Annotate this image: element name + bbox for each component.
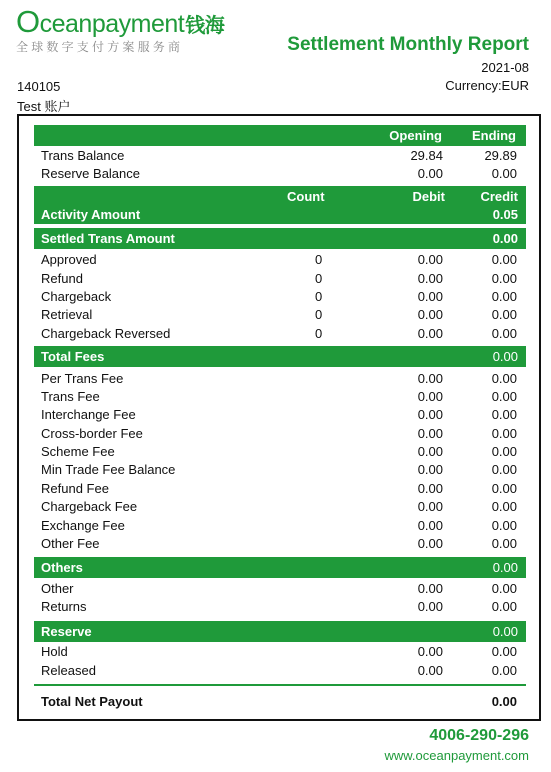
table-row: Chargeback Fee 0.00 0.00 [41,499,517,514]
col-opening: Opening [389,128,442,143]
logo-text: ceanpayment [39,10,185,38]
table-row: Cross-border Fee 0.00 0.00 [41,426,517,441]
table-row: Other Fee 0.00 0.00 [41,536,517,551]
table-row: Chargeback 0 0.00 0.00 [41,289,517,304]
others-title: Others [41,560,83,575]
report-title: Settlement Monthly Report [287,34,529,55]
others-total: 0.00 [492,560,518,575]
balance-row-trans: Trans Balance 29.84 29.89 [41,148,517,163]
table-row: Refund Fee 0.00 0.00 [41,481,517,496]
footer-website[interactable]: www.oceanpayment.com [384,748,529,763]
settled-title: Settled Trans Amount [41,231,175,246]
col-debit: Debit [412,189,445,204]
activity-header-bar [34,186,526,224]
logo-lead-letter: O [16,4,40,39]
reserve-total: 0.00 [492,624,518,639]
table-row: Approved 0 0.00 0.00 [41,252,517,267]
total-net-payout-label: Total Net Payout [41,694,143,709]
fees-title: Total Fees [41,349,105,364]
settled-total: 0.00 [492,231,518,246]
table-row: Scheme Fee 0.00 0.00 [41,444,517,459]
table-row: Other 0.00 0.00 [41,581,517,596]
balance-row-reserve: Reserve Balance 0.00 0.00 [41,166,517,181]
report-frame [17,114,541,721]
col-credit: Credit [480,189,518,204]
table-row: Retrieval 0 0.00 0.00 [41,307,517,322]
logo-cn: 钱海 [185,15,225,37]
table-row: Per Trans Fee 0.00 0.00 [41,371,517,386]
table-row: Exchange Fee 0.00 0.00 [41,518,517,533]
logo-wordmark [16,4,225,40]
col-count: Count [287,189,325,204]
col-ending: Ending [471,128,516,143]
table-row: Released 0.00 0.00 [41,663,517,678]
activity-amount-value: 0.05 [492,207,518,222]
table-row: Interchange Fee 0.00 0.00 [41,407,517,422]
table-row: Chargeback Reversed 0 0.00 0.00 [41,326,517,341]
table-row: Min Trade Fee Balance 0.00 0.00 [41,462,517,477]
logo-tagline: 全球数字支付方案服务商 [16,40,184,54]
table-row: Trans Fee 0.00 0.00 [41,389,517,404]
report-currency: Currency:EUR [445,78,529,93]
reserve-title: Reserve [41,624,92,639]
table-row: Hold 0.00 0.00 [41,644,517,659]
total-divider [34,684,526,686]
fees-header-bar [34,346,526,367]
total-net-payout-value: 0.00 [491,694,517,709]
fees-total: 0.00 [492,349,518,364]
account-name: Test 账户 [17,99,71,114]
reserve-header-bar [34,621,526,642]
activity-amount-label: Activity Amount [41,207,141,222]
report-period: 2021-08 [481,60,529,75]
balance-header-bar [34,125,526,146]
settled-header-bar [34,228,526,249]
others-header-bar [34,557,526,578]
oceanpayment-logo [16,4,225,54]
table-row: Refund 0 0.00 0.00 [41,271,517,286]
footer-phone: 4006-290-296 [429,727,529,744]
table-row: Returns 0.00 0.00 [41,599,517,614]
account-id: 140105 [17,79,61,94]
